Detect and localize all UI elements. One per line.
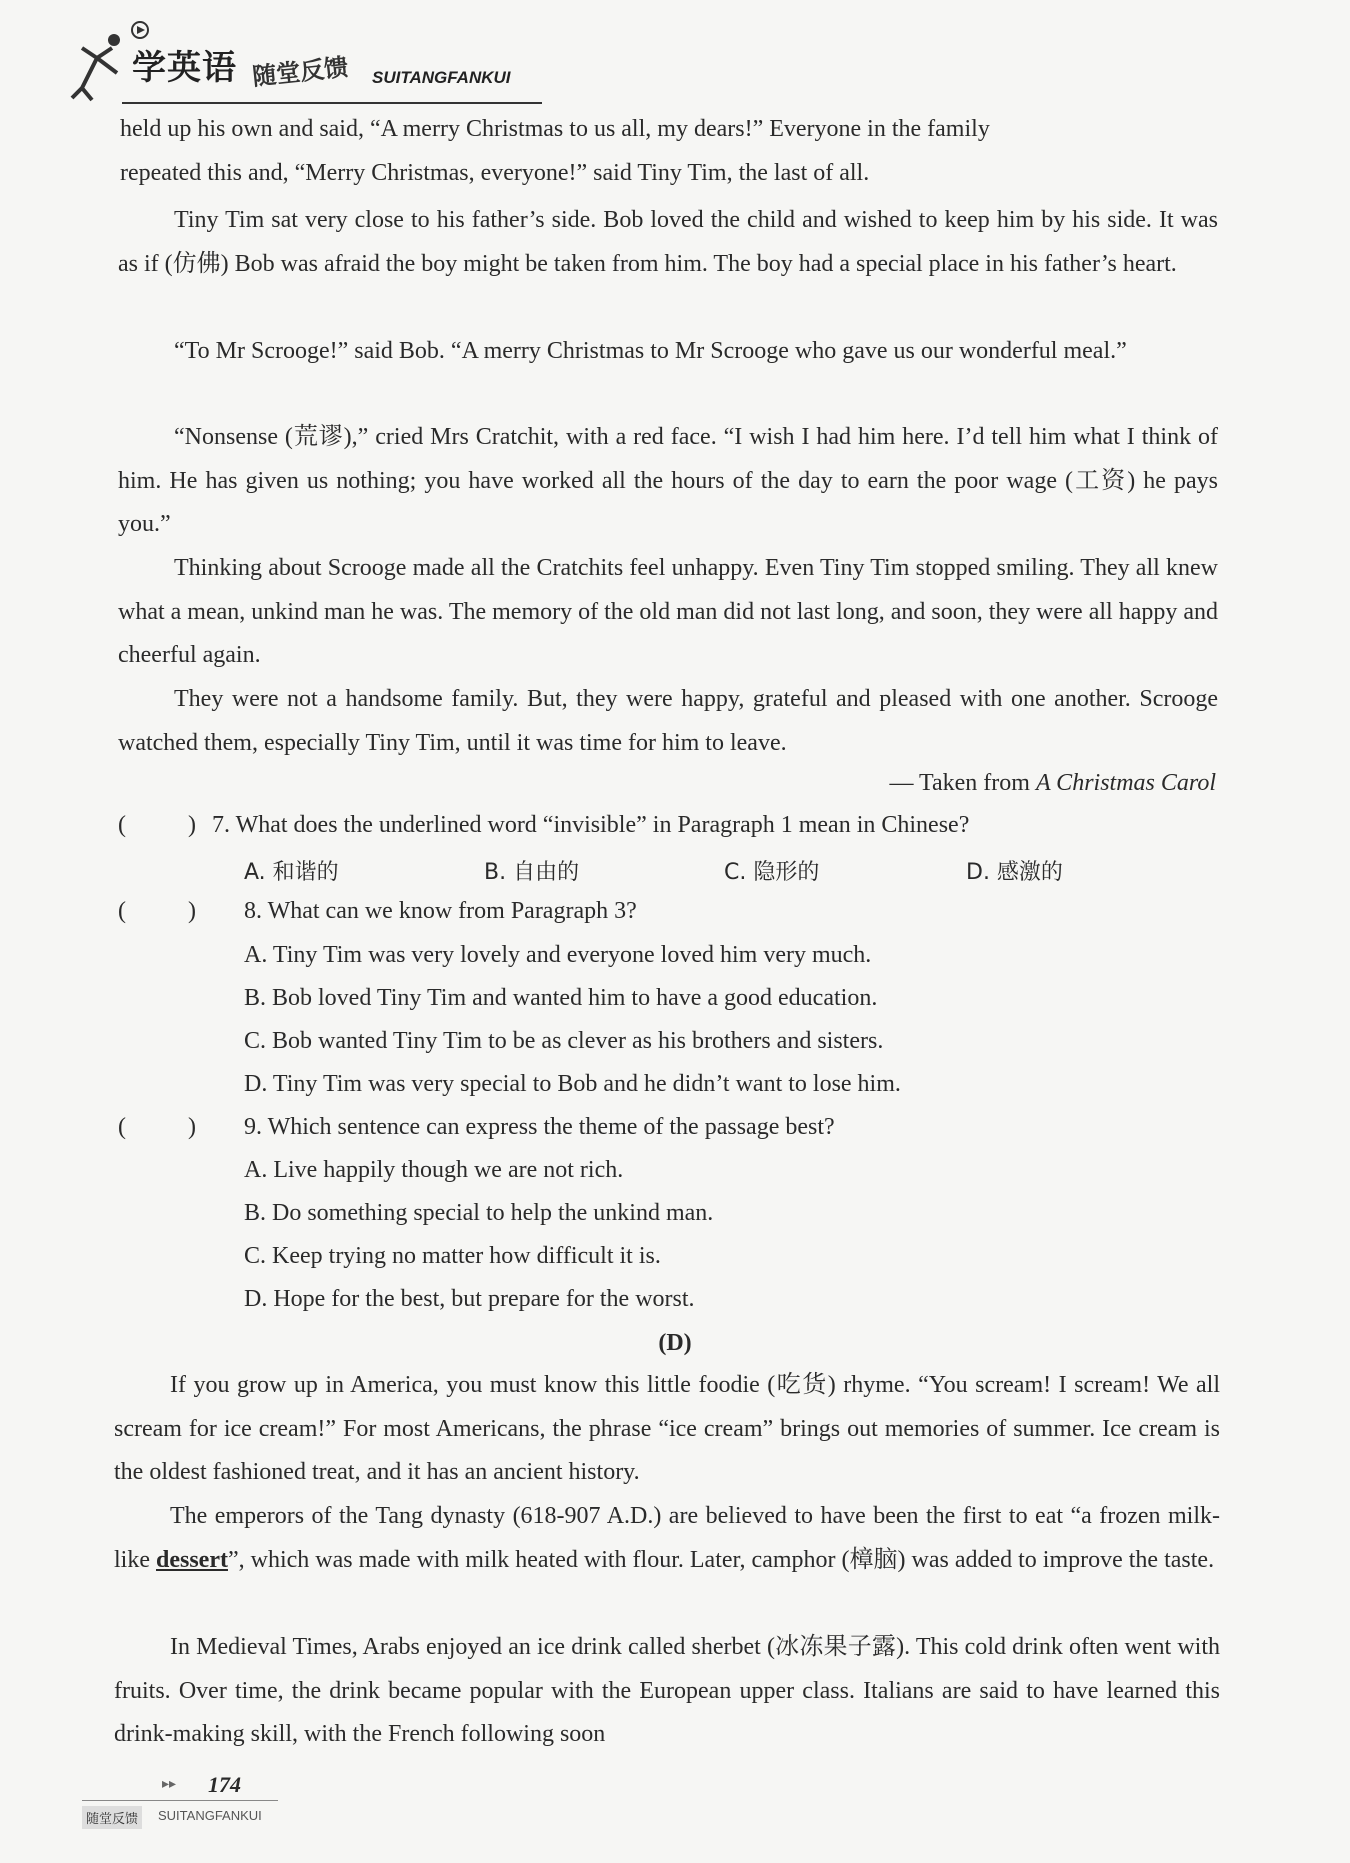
answer-paren-open: ( [118, 898, 126, 924]
option-a: A. Tiny Tim was very lovely and everyone loved him very much. [244, 942, 872, 968]
brand-english: SUITANGFANKUI [372, 68, 511, 87]
option-d: D. Hope for the best, but prepare for the worst. [244, 1286, 695, 1312]
header-rule [122, 102, 542, 104]
question-stem: 8. What can we know from Paragraph 3? [244, 898, 637, 924]
passage-paragraph: “Nonsense (荒谬),” cried Mrs Cratchit, with a red face. “I wish I had him here. I’d tell him what I think of him. He has given us nothing; you have worked all the hours of the day to earn the poor wage (工资) he pays you.” [118, 424, 1218, 537]
option-b: B. 自由的 [484, 860, 580, 885]
passage-paragraph: In Medieval Times, Arabs enjoyed an ice drink called sherbet (冰冻果子露). This cold drink often went with fruits. Over time, the drink became popular with the European upper class. Italians are said to have learned this drink-making skill, with the French following soon [114, 1634, 1220, 1747]
brand-title: 学英语 [132, 48, 237, 88]
passage-line: held up his own and said, “A merry Christmas to us all, my dears!” Everyone in the family [120, 116, 990, 142]
passage-text: ”, which was made with milk heated with flour. Later, camphor (樟脑) was added to improve the taste. [227, 1546, 1215, 1573]
option-c: C. 隐形的 [724, 860, 820, 885]
passage-paragraph: Tiny Tim sat very close to his father’s side. Bob loved the child and wished to keep him by his side. It was as if (仿佛) Bob was afraid the boy might be taken from him. The boy had a special place in his father’s heart. [118, 207, 1218, 277]
option-d: D. Tiny Tim was very special to Bob and he didn’t want to lose him. [244, 1071, 901, 1097]
section-title: (D) [658, 1330, 692, 1356]
footer-rule [82, 1800, 278, 1801]
answer-paren-close: ) [188, 898, 196, 924]
option-d: D. 感激的 [966, 860, 1063, 885]
option-a: A. Live happily though we are not rich. [244, 1157, 624, 1183]
page-arrows-icon: ▸▸ [162, 1777, 177, 1792]
passage-text: The emperors of the Tang dynasty (618-907 A.D.) are believed to have been the first to eat “a frozen milk-like [114, 1503, 1220, 1573]
passage-paragraph [114, 1495, 1220, 1582]
page-number: 174 [208, 1772, 241, 1797]
passage-paragraph: If you grow up in America, you must know this little foodie (吃货) rhyme. “You scream! I scream! We all scream for ice cream!” For most Americans, the phrase “ice cream” brings out memories of summer. Ice cream is the oldest fashioned treat, and it has an ancient history. [114, 1372, 1220, 1485]
option-c: C. Keep trying no matter how difficult it is. [244, 1243, 661, 1269]
footer-tag: 随堂反馈 [82, 1806, 142, 1829]
page-header [62, 18, 542, 98]
option-b: B. Do something special to help the unkind man. [244, 1200, 714, 1226]
passage-paragraph: “To Mr Scrooge!” said Bob. “A merry Christmas to Mr Scrooge who gave us our wonderful meal.” [174, 338, 1127, 364]
footer-tag-english: SUITANGFANKUI [158, 1808, 262, 1823]
passage-line: repeated this and, “Merry Christmas, everyone!” said Tiny Tim, the last of all. [120, 160, 870, 186]
passage-source [889, 770, 1216, 797]
answer-paren-open: ( [118, 1114, 126, 1140]
answer-paren-open: ( [118, 812, 126, 838]
option-b: B. Bob loved Tiny Tim and wanted him to have a good education. [244, 985, 878, 1011]
answer-paren-close: ) [188, 1114, 196, 1140]
question-stem: 7. What does the underlined word “invisible” in Paragraph 1 mean in Chinese? [212, 812, 970, 838]
option-a: A. 和谐的 [244, 860, 339, 885]
underlined-word: dessert [156, 1546, 228, 1573]
source-prefix: — Taken from [889, 770, 1036, 796]
brand-subtitle: 随堂反馈 [251, 53, 350, 91]
option-c: C. Bob wanted Tiny Tim to be as clever as his brothers and sisters. [244, 1028, 884, 1054]
source-title: A Christmas Carol [1035, 770, 1216, 796]
question-stem: 9. Which sentence can express the theme of the passage best? [244, 1114, 835, 1140]
passage-paragraph: They were not a handsome family. But, they were happy, grateful and pleased with one another. Scrooge watched them, especially Tiny Tim, until it was time for him to leave. [118, 686, 1218, 756]
passage-paragraph: Thinking about Scrooge made all the Cratchits feel unhappy. Even Tiny Tim stopped smiling. They all knew what a mean, unkind man he was. The memory of the old man did not last long, and soon, they were all happy and cheerful again. [118, 555, 1218, 668]
answer-paren-close: ) [188, 812, 196, 838]
